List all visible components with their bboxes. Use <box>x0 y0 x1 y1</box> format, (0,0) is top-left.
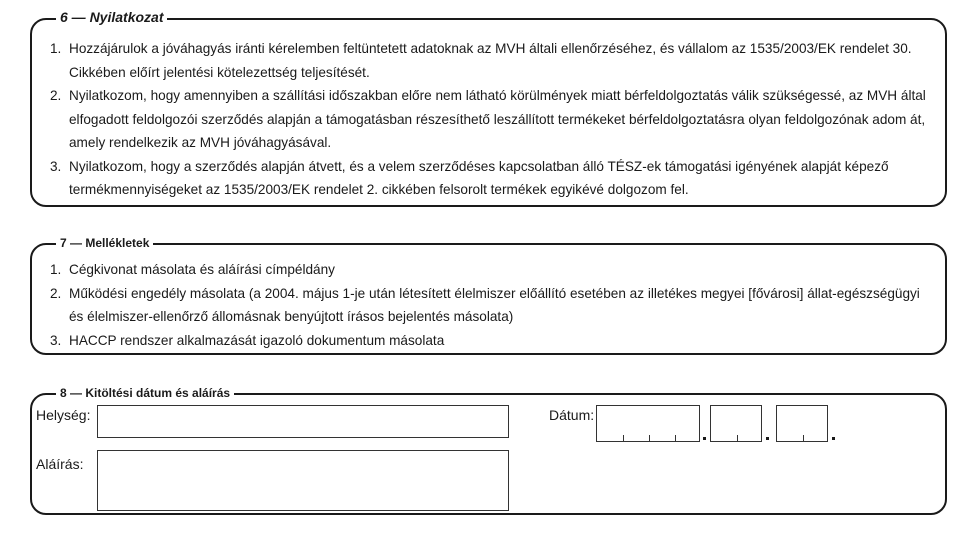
digit-divider <box>737 435 738 441</box>
section-8-frame <box>30 386 947 515</box>
attachment-item: 1. Cégkivonat másolata és aláírási címpéldány <box>50 262 335 277</box>
place-label: Helység: <box>36 407 91 423</box>
signature-label: Aláírás: <box>36 456 84 472</box>
declaration-item: 1. Hozzájárulok a jóváhagyás iránti kérelemben feltüntetett adatoknak az MVH általi ellenőrzéséhez, és vállalom az 1535/2003/EK rendelet 30. Cikkében előírt jelentési kötelezettség teljesítését. <box>50 41 912 80</box>
digit-divider <box>803 435 804 441</box>
attachments-list <box>32 258 945 352</box>
declaration-list <box>32 37 945 202</box>
date-separator-dot <box>703 437 706 440</box>
date-year-input[interactable] <box>596 405 700 442</box>
section-7-title: 7 — Mellékletek <box>56 235 153 251</box>
section-7-frame <box>30 236 947 355</box>
date-day-input[interactable] <box>776 405 828 442</box>
date-separator-dot <box>832 437 835 440</box>
declaration-item: 2. Nyilatkozom, hogy amennyiben a szállítási időszakban előre nem látható körülmények miatt bérfeldolgoztatás válik szükségessé, az MVH által elfogadott feldolgozói szerződés alapján a támogatásban részesíthető leszállított termékeket bérfeldolgoztatásra olyan feldolgozónak adom át, amely rendelkezik az MVH jóváhagyásával. <box>50 88 926 150</box>
digit-divider <box>675 435 676 441</box>
date-label: Dátum: <box>549 407 595 423</box>
place-input[interactable] <box>97 405 509 438</box>
attachment-item: 2. Működési engedély másolata (a 2004. május 1-je után létesített élelmiszer előállító esetében az illetékes megyei [fővárosi] állat-egészségügyi és élelmiszer-ellenőrző állomásnak benyújtott írásos bejelentés másolata) <box>50 285 920 324</box>
date-month-input[interactable] <box>710 405 762 442</box>
signature-field[interactable] <box>97 450 509 511</box>
date-separator-dot <box>766 437 769 440</box>
attachment-item: 3. HACCP rendszer alkalmazását igazoló dokumentum másolata <box>50 332 445 348</box>
section-6-title: 6 — Nyilatkozat <box>56 9 167 25</box>
section-6-frame <box>30 9 947 207</box>
section-8-title: 8 — Kitöltési dátum és aláírás <box>56 385 234 401</box>
digit-divider <box>649 435 650 441</box>
digit-divider <box>623 435 624 441</box>
declaration-item: 3. Nyilatkozom, hogy a szerződés alapján átvett, és a velem szerződéses kapcsolatban álló TÉSZ-ek támogatási igényének alapját képező termékmennyiségeket az 1535/2003/EK rendelet 2. cikkében felsorolt termékek egyikévé dolgozom fel. <box>50 158 889 197</box>
